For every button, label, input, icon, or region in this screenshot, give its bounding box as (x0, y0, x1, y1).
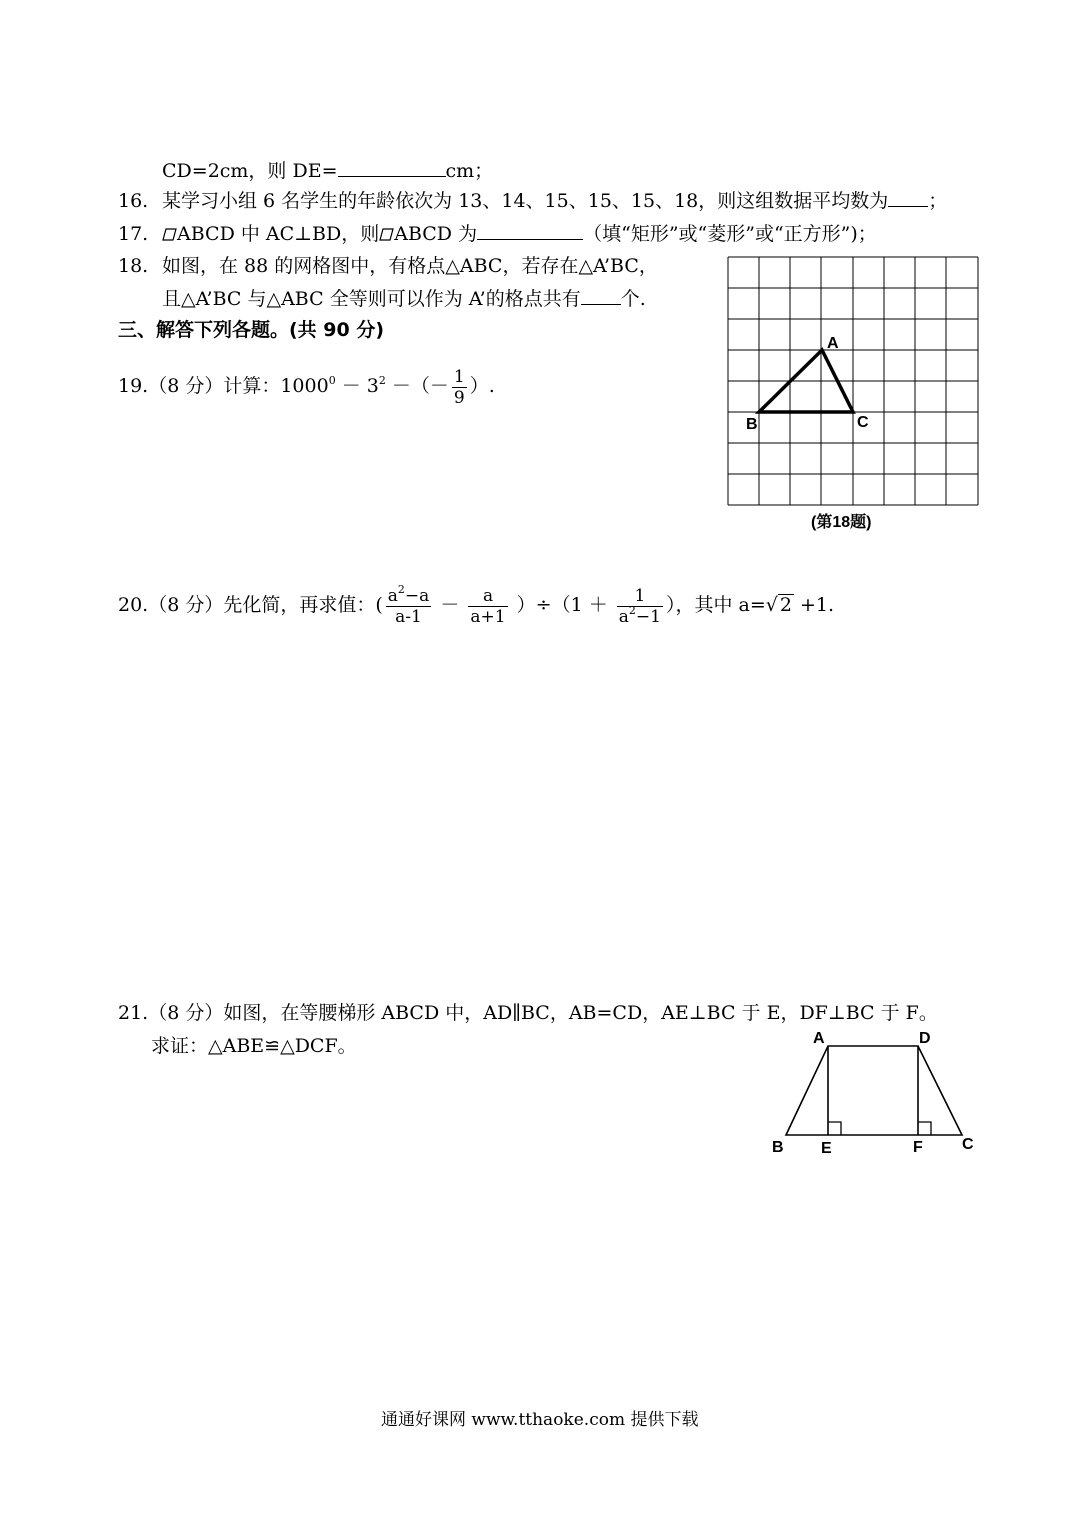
question-18-line2: 且△A’BC 与△ABC 全等则可以作为 A’的格点共有 个. (162, 288, 646, 310)
trapezoid-abcd (786, 1046, 962, 1135)
question-21-line2: 求证：△ABE≌△DCF。 (151, 1035, 357, 1057)
footer: 通通好课网 www.tthaoke.com 提供下载 (381, 1410, 699, 1430)
point-c-label: C (857, 414, 869, 431)
figure-18-grid (727, 256, 981, 532)
question-18-line1: 18. 如图，在 88 的网格图中，有格点△ABC，若存在△A’BC， (118, 255, 658, 277)
parallelogram-icon (379, 223, 394, 236)
question-20: 20.（8 分）先化简，再求值：( $\frac{a^2-a}{a-1}$ － $\frac{a}{a+1}$ ）÷（1 ＋ $\frac{1}{a^2-1}$ ），其中 a=√ 2 +1. (118, 582, 835, 627)
fraction: $\frac{1}{a^2-1}$ (618, 585, 661, 627)
section-title: 三、解答下列各题。(共 90 分) (118, 319, 385, 341)
point-d-label: D (919, 1030, 931, 1047)
figure-caption: (第18题) (811, 514, 872, 531)
figure-21-trapezoid (765, 1024, 985, 1164)
parallelogram-icon (162, 223, 177, 236)
fraction: $\frac{1}{9}$ (453, 366, 465, 408)
question-16: 16. 某学习小组 6 名学生的年龄依次为 13、14、15、15、15、18，则这组数据平均数为 ； (118, 190, 948, 212)
question-21-line1: 21.（8 分）如图，在等腰梯形 ABCD 中，AD∥BC，AB=CD，AE⊥BC 于 E，DF⊥BC 于 F。 (118, 1002, 938, 1024)
point-c-label: C (962, 1136, 974, 1153)
point-b-label: B (772, 1139, 784, 1156)
point-a-label: A (827, 335, 839, 352)
point-a-label: A (813, 1030, 825, 1047)
answer-blank (581, 286, 621, 305)
answer-blank (888, 188, 928, 207)
sqrt-radicand: 2 (779, 594, 792, 616)
point-b-label: B (746, 416, 758, 433)
question-19: 19.（8 分）计算：$1000^0 - 3^2$ －（－ $\frac{1}{9}$ ）. (118, 366, 495, 408)
q15-line: CD=2cm，则 DE= cm； (162, 160, 494, 182)
fraction: $\frac{a^2-a}{a-1}$ (387, 582, 430, 627)
answer-blank (338, 158, 446, 177)
answer-blank (477, 221, 583, 240)
point-e-label: E (821, 1140, 832, 1157)
fraction: $\frac{a}{a+1}$ (470, 585, 506, 627)
question-17: 17. ABCD 中 AC⊥BD，则 ABCD 为 （填“矩形”或“菱形”或“正方形”)； (118, 223, 877, 245)
point-f-label: F (913, 1139, 923, 1156)
